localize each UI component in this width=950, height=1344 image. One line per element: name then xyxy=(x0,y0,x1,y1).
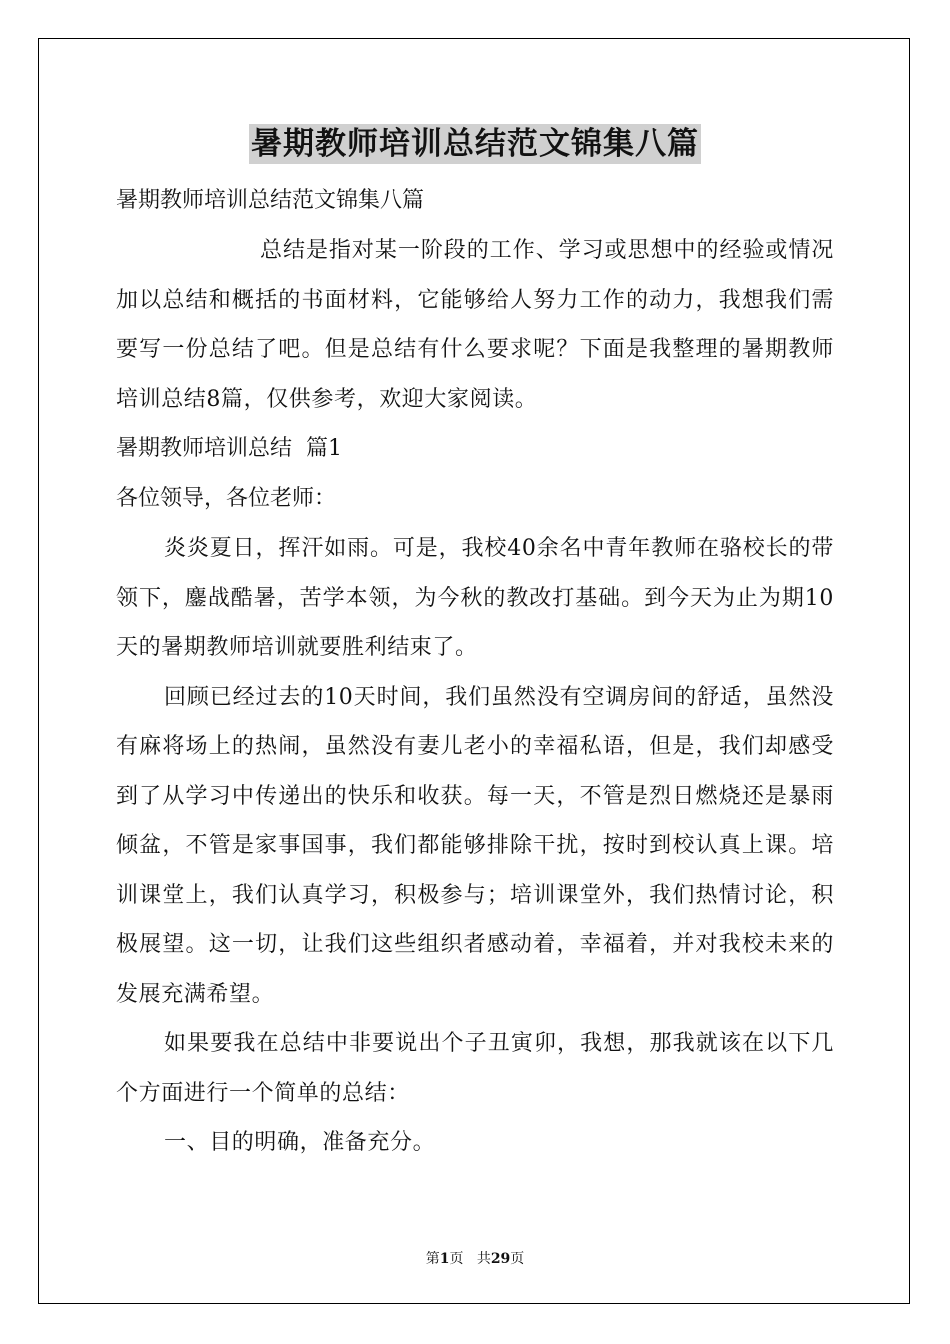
total-pages: 29 xyxy=(490,1251,511,1267)
body-paragraph: 如果要我在总结中非要说出个子丑寅卯，我想，那我就该在以下几个方面进行一个简单的总结： xyxy=(116,1031,834,1106)
total-prefix: 共 xyxy=(476,1251,491,1267)
total-suffix: 页 xyxy=(510,1251,525,1267)
document-body xyxy=(116,120,834,1168)
section-heading: 暑期教师培训总结 篇1 xyxy=(116,436,342,461)
intro-paragraph: 总结是指对某一阶段的工作、学习或思想中的经验或情况加以总结和概括的书面材料，它能够给人努力工作的动力，我想我们需要写一份总结了吧。但是总结有什么要求呢？下面是我整理的暑期教师培训总结8篇，仅供参考，欢迎大家阅读。 xyxy=(116,238,834,412)
salutation: 各位领导，各位老师： xyxy=(116,486,337,511)
body-paragraph: 一、目的明确，准备充分。 xyxy=(164,1130,436,1155)
page-number: 1 xyxy=(439,1251,450,1267)
page-prefix: 第 xyxy=(425,1251,440,1267)
page-footer xyxy=(0,1248,950,1268)
body-paragraph: 回顾已经过去的10天时间，我们虽然没有空调房间的舒适，虽然没有麻将场上的热闹，虽然没有妻儿老小的幸福私语，但是，我们却感受到了从学习中传递出的快乐和收获。每一天，不管是烈日燃烧还是暴雨倾盆，不管是家事国事，我们都能够排除干扰，按时到校认真上课。培训课堂上，我们认真学习，积极参与；培训课堂外，我们热情讨论，积极展望。这一切，让我们这些组织者感动着，幸福着，并对我校未来的发展充满希望。 xyxy=(116,684,834,1007)
document-title: 暑期教师培训总结范文锦集八篇 xyxy=(251,126,699,162)
title-wrap xyxy=(116,124,834,164)
page-suffix: 页 xyxy=(449,1251,464,1267)
body-paragraph: 炎炎夏日，挥汗如雨。可是，我校40余名中青年教师在骆校长的带领下，鏖战酷暑，苦学本领，为今秋的教改打基础。到今天为止为期10天的暑期教师培训就要胜利结束了。 xyxy=(116,536,834,660)
document-subtitle: 暑期教师培训总结范文锦集八篇 xyxy=(116,188,425,213)
